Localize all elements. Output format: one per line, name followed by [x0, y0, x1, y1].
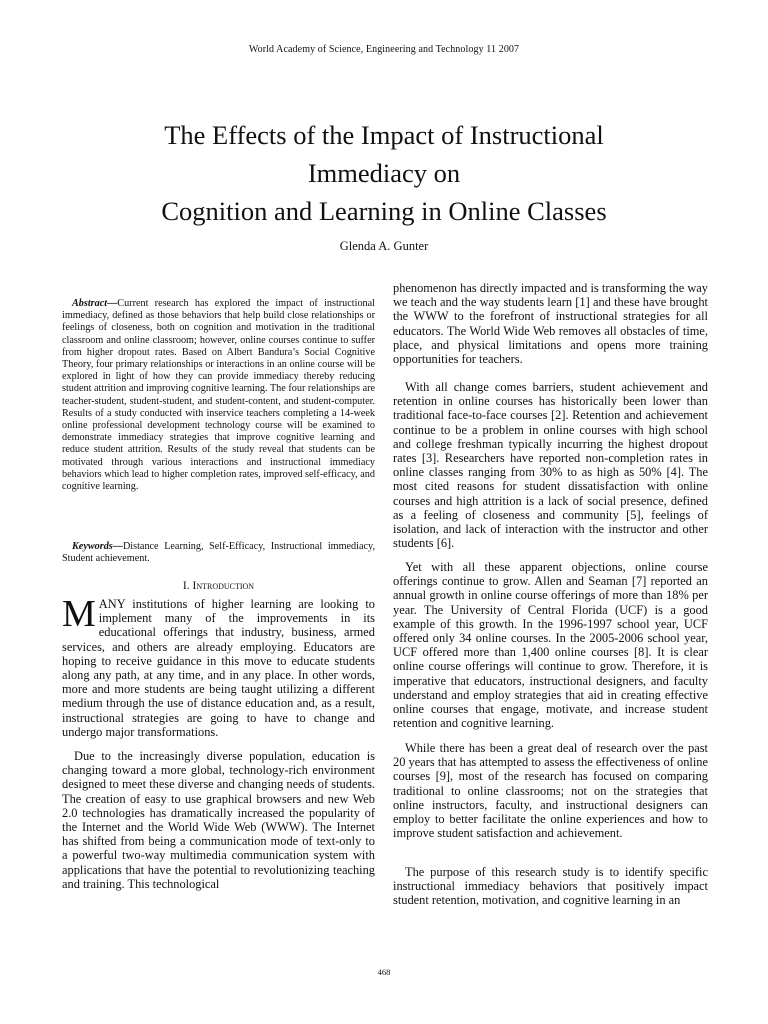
- running-head: World Academy of Science, Engineering and Technology 11 2007: [248, 44, 520, 55]
- page-number: 468: [377, 967, 391, 977]
- author-name: Glenda A. Gunter: [339, 239, 429, 253]
- body-paragraph: phenomenon has directly impacted and is transforming the way we teach and the way students learn [1] and these have brought the WWW to the forefront of instructional strategies for all educators. The World Wide Web removes all obstacles of time, place, and physical limitations and opens more training opportunities for teachers.: [393, 281, 708, 367]
- body-paragraph: While there has been a great deal of research over the past 20 years that has attempted to assess the effectiveness of online courses [9], most of the research has focused on comparing traditional to online classrooms; not on the strategies that online instructors, faculty, and instructional designers can employ to better facilitate the online experiences and how to improve student satisfaction and achievement.: [393, 741, 708, 841]
- abstract-label: Abstract—: [72, 298, 118, 309]
- paper-title: [60, 116, 708, 230]
- drop-cap: M: [62, 593, 96, 635]
- section-heading-introduction: I. Introduction: [182, 580, 255, 592]
- keywords-text: Distance Learning, Self-Efficacy, Instructional immediacy, Student achievement.: [62, 541, 375, 565]
- title-line: The Effects of the Impact of Instructional: [164, 120, 604, 150]
- title-line: Immediacy on: [307, 158, 461, 188]
- body-paragraph: Yet with all these apparent objections, online course offerings continue to grow. Allen and Seaman [7] reported an annual growth in online course offerings of more than 18% per year. The University of Central Florida (UCF) is a good example of this growth. In the 1996-1997 school year, UCF offered only 34 online courses. In the 2005-2006 school year, UCF offered more than 1,400 online courses [8]. It is clear online course offerings will continue to grow. Therefore, it is imperative that educators, instructional designers, and faculty understand and employ strategies that aid in creating effective online courses that engage, motivate, and increase student retention and cognitive learning.: [393, 560, 708, 731]
- keywords: [62, 541, 375, 565]
- title-line: Cognition and Learning in Online Classes: [161, 196, 607, 226]
- intro-paragraph: [62, 593, 375, 739]
- abstract-text: Current research has explored the impact of instructional immediacy, defined as those behaviors that help build close relationships or feelings of closeness, both on cognition and motivation in the traditional classroom and online classroom; however, online courses continue to suffer from higher dropout rates. Based on Albert Bandura’s Social Cognitive Theory, four primary relationships or interactions in an online course will be explored in light of how they can provide immediacy thereby reducing student attrition and improving cognitive learning. The four relationships are teacher-student, student-student, and student-content, and student-computer. Results of a study conducted with inservice teachers completing a 14-week online professional development technology course will be examined to demonstrate immediacy strategies that improve cognitive learning and reduce student attrition. Results of the study reveal that students can be motivated through various interactions and instructional immediacy behaviors which lead to higher completion rates, improved self-efficacy, and cognitive learning.: [62, 298, 375, 493]
- body-paragraph: The purpose of this research study is to identify specific instructional immediacy behaviors that positively impact student retention, motivation, and cognitive learning in an: [393, 865, 708, 908]
- body-paragraph: Due to the increasingly diverse population, education is changing toward a more global, technology-rich environment designed to meet these diverse and changing needs of students. The creation of easy to use graphical browsers and new Web 2.0 technologies has dramatically increased the popularity of the Internet and the World Wide Web (WWW). The Internet has shifted from being a communication mode of text-only to a powerful two-way multimedia communication system with applications that have the potential to revolutionizing teaching and training. This technological: [62, 749, 375, 891]
- abstract: [62, 298, 375, 493]
- intro-paragraph-text: ANY institutions of higher learning are looking to implement many of the improvements in its educational offerings that industry, business, armed services, and others are already employing. Educators are hoping to receive guidance in this move to educate students along any path, at any time, and in any place. In other words, more and more students are being taught utilizing a different medium through the use of distance education and, as a result, instructional strategies are going to have to change and undergo major transformations.: [62, 597, 375, 739]
- keywords-label: Keywords—: [72, 541, 123, 552]
- body-paragraph: With all change comes barriers, student achievement and retention in online courses has historically been lower than traditional face-to-face courses [2]. Retention and achievement continue to be a problem in online courses with high school and college freshman typically incurring the highest dropout rates [3]. Researchers have reported non-completion rates in online classes ranging from 30% to as high as 50% [4]. The most cited reasons for student dissatisfaction with online courses and high attrition is a lack of social presence, defined as a feeling of closeness and community [5], feelings of isolation, and lack of interaction with the instructor and other students [6].: [393, 380, 708, 551]
